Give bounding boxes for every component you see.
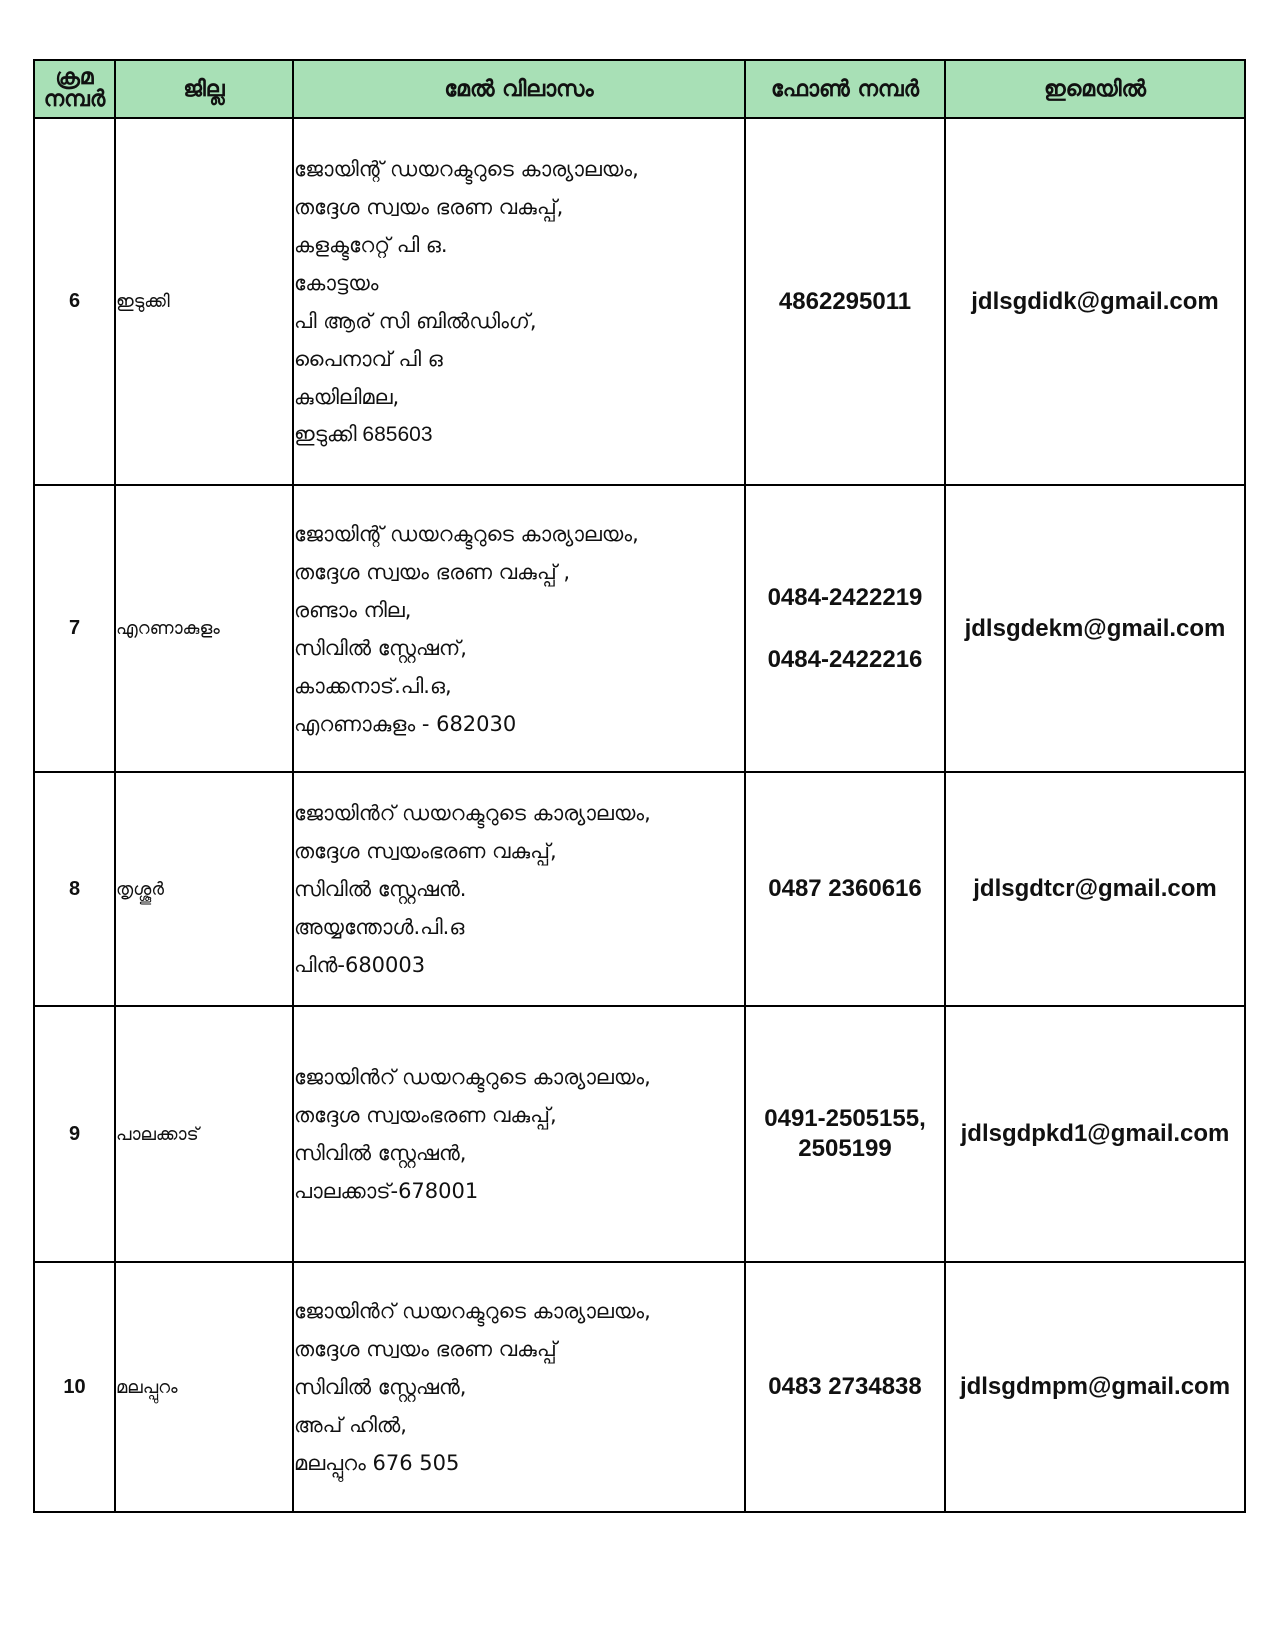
address-line: തദ്ദേശ സ്വയംഭരണ വകുപ്പ്, [294,839,557,863]
office-address [293,1006,745,1262]
header-serial-number [34,60,115,118]
address-line: പി ആര് സി ബിൽഡിംഗ്, [294,308,537,333]
phone-value: 0484-2422219 [767,583,923,611]
phone-number [745,118,945,485]
phone-value: 0483 2734838 [768,1373,922,1400]
phone-number [745,1262,945,1512]
address-line: കളക്ടറേറ്റ് പി ഒ. [294,232,448,257]
address-line: ജോയിൻറ് ഡയറക്ടറുടെ കാര്യാലയം, [294,1065,651,1089]
header-serial-line1: ക്രമ [55,65,94,90]
phone-number [745,772,945,1006]
address-line: ജോയിന്റ് ഡയറക്ടറുടെ കാര്യാലയം, [294,156,639,181]
district-name: പാലക്കാട് [115,1006,293,1262]
email-address[interactable]: jdlsgdtcr@gmail.com [945,772,1245,1006]
address-line: രണ്ടാം നില, [294,597,412,622]
office-address [293,485,745,772]
table-header-row [34,60,1245,118]
address-line: എറണാകുളം - 682030 [294,711,517,736]
phone-value: 0491-2505155, [764,1105,926,1132]
table-row [34,1262,1245,1512]
phone-value: 0487 2360616 [768,875,922,902]
address-line: മലപ്പുറം 676 505 [294,1451,460,1475]
address-line: കാക്കനാട്.പി.ഒ, [294,673,452,698]
serial-number: 6 [34,118,115,485]
office-address [293,118,745,485]
address-line: അയ്യന്തോൾ.പി.ഒ [294,915,465,939]
address-line: സിവിൽ സ്റ്റേഷന്, [294,635,467,660]
header-address: മേൽ വിലാസം [293,60,745,118]
header-email: ഇമെയിൽ [945,60,1245,118]
address-line: പാലക്കാട്-678001 [294,1179,479,1203]
address-line: ഇടുക്കി 685603 [294,422,433,446]
email-address[interactable]: jdlsgdmpm@gmail.com [945,1262,1245,1512]
address-line: തദ്ദേശ സ്വയം ഭരണ വകുപ്പ്, [294,194,564,219]
phone-value: 2505199 [798,1135,892,1162]
office-address [293,1262,745,1512]
address-line: തദ്ദേശ സ്വയംഭരണ വകുപ്പ്, [294,1103,557,1127]
address-line: തദ്ദേശ സ്വയം ഭരണ വകുപ്പ് , [294,559,571,584]
serial-number: 9 [34,1006,115,1262]
phone-number [745,1006,945,1262]
table-row [34,772,1245,1006]
district-name: ഇടുക്കി [115,118,293,485]
office-directory-table [33,59,1246,1513]
office-address [293,772,745,1006]
district-name: മലപ്പുറം [115,1262,293,1512]
address-line: ജോയിന്റ് ഡയറക്ടറുടെ കാര്യാലയം, [294,521,639,546]
address-line: സിവിൽ സ്റ്റേഷൻ, [294,1375,467,1399]
address-line: ജോയിൻറ് ഡയറക്ടറുടെ കാര്യാലയം, [294,1299,651,1323]
phone-value: 4862295011 [778,287,912,315]
address-line: പിൻ-680003 [294,953,426,977]
serial-number: 10 [34,1262,115,1512]
phone-value: 0484-2422216 [767,645,923,673]
district-name: എറണാകുളം [115,485,293,772]
address-line: കോട്ടയം [294,270,379,295]
table-row [34,485,1245,772]
table-row [34,1006,1245,1262]
table-row [34,118,1245,485]
address-line: സിവിൽ സ്റ്റേഷൻ, [294,1141,467,1165]
serial-number: 7 [34,485,115,772]
address-line: സിവിൽ സ്റ്റേഷൻ. [294,877,467,901]
email-address[interactable]: jdlsgdidk@gmail.com [945,118,1245,485]
address-line: പൈനാവ് പി ഒ [294,346,443,371]
serial-number: 8 [34,772,115,1006]
email-address[interactable]: jdlsgdpkd1@gmail.com [945,1006,1245,1262]
header-phone: ഫോൺ നമ്പർ [745,60,945,118]
district-name: തൃശ്ശൂർ [115,772,293,1006]
address-line: ജോയിൻറ് ഡയറക്ടറുടെ കാര്യാലയം, [294,801,651,825]
address-line: കുയിലിമല, [294,384,400,409]
phone-number [745,485,945,772]
address-line: അപ് ഹിൽ, [294,1413,407,1437]
header-district: ജില്ല [115,60,293,118]
header-serial-line2: നമ്പർ [43,87,106,112]
address-line: തദ്ദേശ സ്വയം ഭരണ വകുപ്പ് [294,1337,557,1361]
email-address[interactable]: jdlsgdekm@gmail.com [945,485,1245,772]
